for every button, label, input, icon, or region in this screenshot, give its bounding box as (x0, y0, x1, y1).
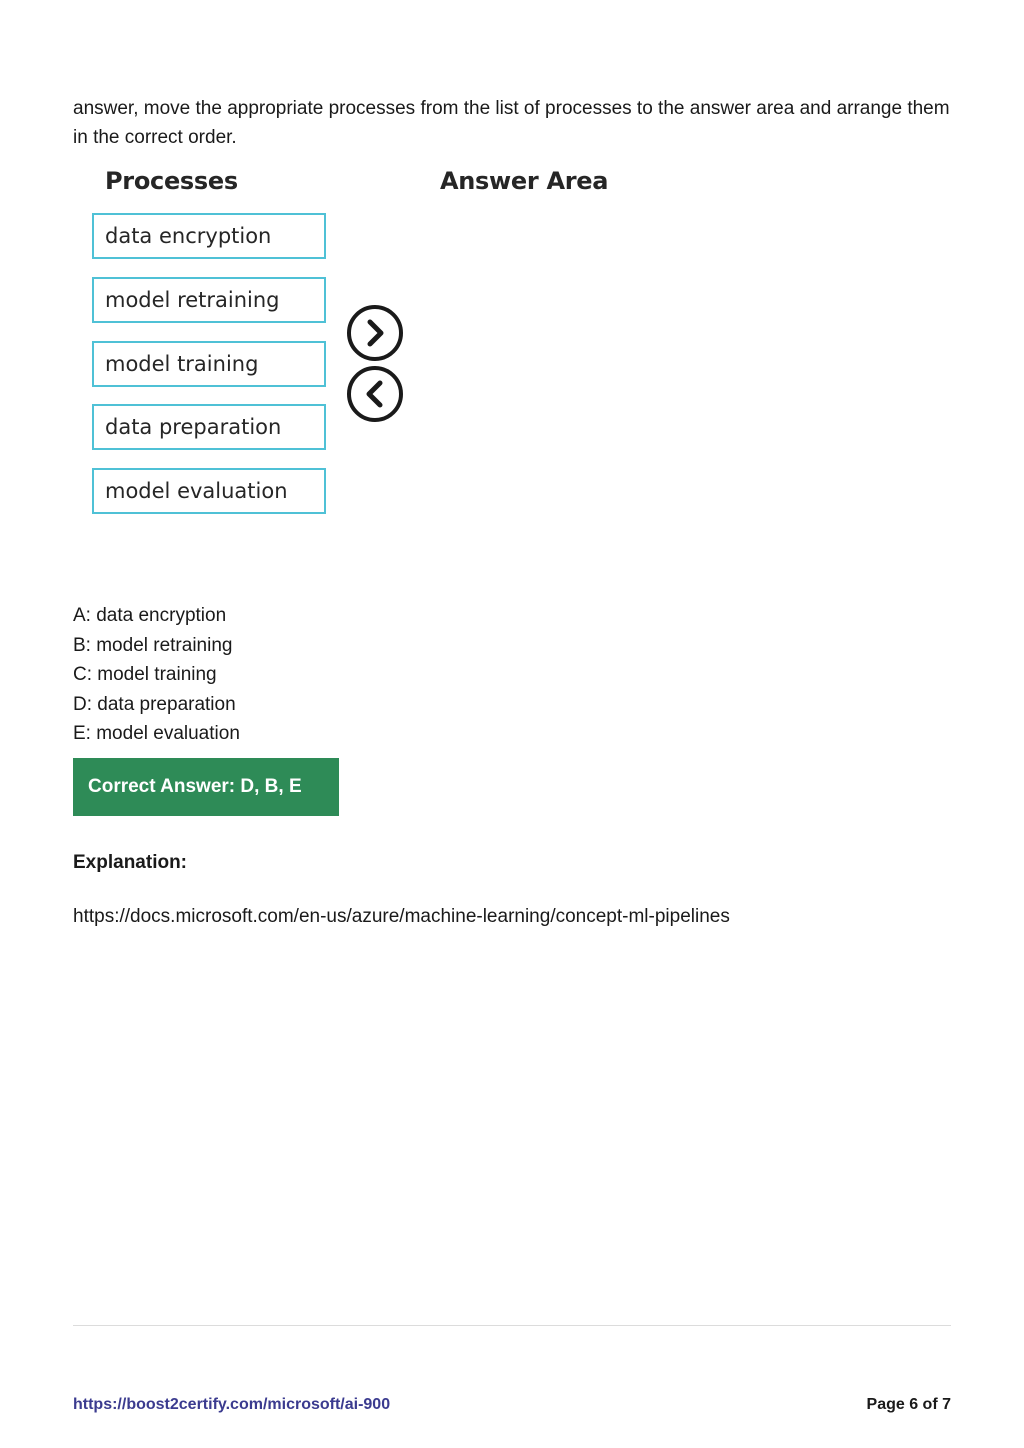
answer-area-dropzone[interactable] (440, 213, 640, 513)
chevron-right-circle-icon[interactable] (347, 305, 403, 361)
option-e: E: model evaluation (73, 723, 240, 744)
footer-link[interactable]: https://boost2certify.com/microsoft/ai-900 (73, 1396, 391, 1413)
process-item-data-encryption[interactable]: data encryption (92, 213, 326, 259)
page-number: Page 6 of 7 (866, 1396, 951, 1413)
option-d: D: data preparation (73, 693, 236, 715)
question-text: answer, move the appropriate processes from the list of processes to the answer area and arrange them in the correct order. (73, 98, 950, 148)
process-item-model-evaluation[interactable]: model evaluation (92, 468, 326, 514)
explanation-heading: Explanation: (73, 852, 188, 873)
process-item-data-preparation[interactable]: data preparation (92, 404, 326, 450)
correct-answer-badge: Correct Answer: D, B, E (73, 758, 339, 816)
drag-drop-widget (88, 165, 648, 535)
process-item-model-retraining[interactable]: model retraining (92, 277, 326, 323)
option-b: B: model retraining (73, 634, 233, 656)
process-item-model-training[interactable]: model training (92, 341, 326, 387)
option-a: A: data encryption (73, 605, 227, 626)
footer-divider (73, 1325, 951, 1326)
answer-area-heading: Answer Area (440, 167, 609, 195)
answer-options-list (73, 601, 240, 749)
option-c: C: model training (73, 664, 217, 685)
explanation-link[interactable]: https://docs.microsoft.com/en-us/azure/machine-learning/concept-ml-pipelines (73, 906, 730, 927)
chevron-left-circle-icon[interactable] (347, 366, 403, 422)
processes-heading: Processes (105, 167, 238, 195)
